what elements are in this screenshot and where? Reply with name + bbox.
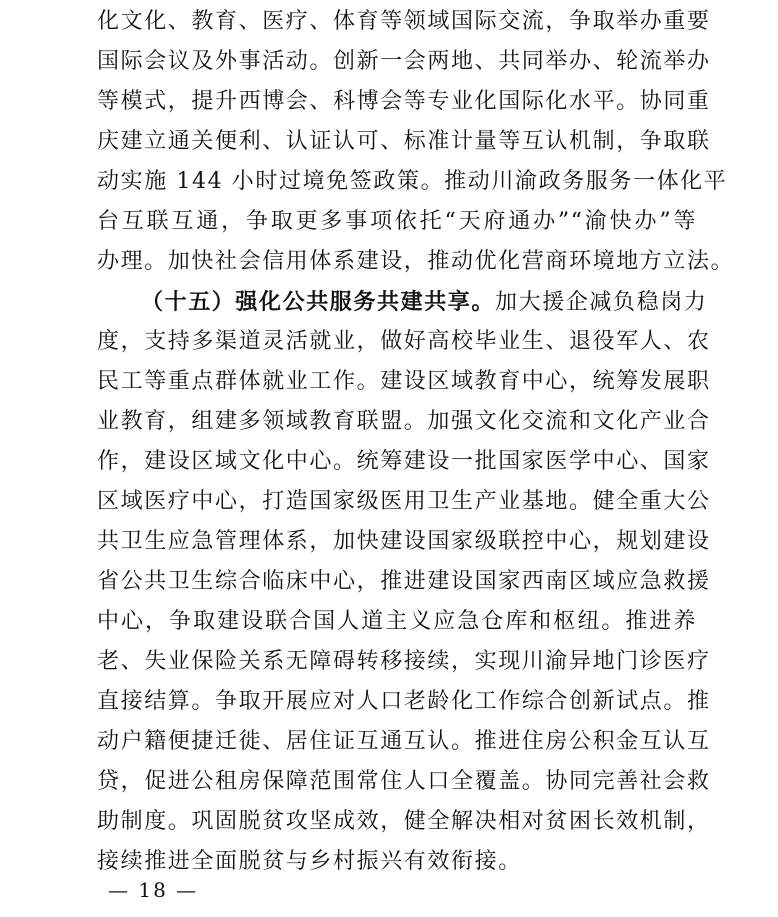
text-line: 老、失业保险关系无障碍转移接续，实现川渝异地门诊医疗 bbox=[97, 649, 711, 674]
text-line: 作，建设区域文化中心。统筹建设一批国家医学中心、国家 bbox=[97, 449, 711, 474]
text-line-last: 接续推进全面脱贫与乡村振兴有效衔接。 bbox=[97, 849, 522, 874]
text-line: 直接结算。争取开展应对人口老龄化工作综合创新试点。推 bbox=[97, 689, 711, 714]
body-text bbox=[97, 2, 735, 882]
text-line: 台互联互通，争取更多事项依托“天府通办”“渝快办”等 bbox=[97, 209, 697, 234]
text-line: 共卫生应急管理体系，加快建设国家级联控中心，规划建设 bbox=[97, 529, 711, 554]
text-line: 度，支持多渠道灵活就业，做好高校毕业生、退役军人、农 bbox=[97, 329, 711, 354]
text-line: 省公共卫生综合临床中心，推进建设国家西南区域应急救援 bbox=[97, 569, 711, 594]
section-heading: （十五）强化公共服务共建共享。 bbox=[141, 289, 496, 315]
text-line: 区域医疗中心，打造国家级医用卫生产业基地。健全重大公 bbox=[97, 489, 711, 514]
text-line: 业教育，组建多领域教育联盟。加强文化交流和文化产业合 bbox=[97, 409, 711, 434]
text-line: 化文化、教育、医疗、体育等领域国际交流，争取举办重要 bbox=[97, 9, 711, 34]
text-line: 国际会议及外事活动。创新一会两地、共同举办、轮流举办 bbox=[97, 49, 711, 74]
text-line: 等模式，提升西博会、科博会等专业化国际化水平。协同重 bbox=[97, 89, 711, 114]
text-line: 动户籍便捷迁徙、居住证互通互认。推进住房公积金互认互 bbox=[97, 729, 711, 754]
text-line: 贷，促进公租房保障范围常住人口全覆盖。协同完善社会救 bbox=[97, 769, 711, 794]
paragraph-first-line bbox=[97, 282, 708, 322]
text-line: 中心，争取建设联合国人道主义应急仓库和枢纽。推进养 bbox=[97, 609, 697, 634]
text-line: 庆建立通关便利、认证认可、标准计量等互认机制，争取联 bbox=[97, 129, 711, 154]
text-line: 民工等重点群体就业工作。建设区域教育中心，统筹发展职 bbox=[97, 369, 711, 394]
text-line: 助制度。巩固脱贫攻坚成效，健全解决相对贫困长效机制， bbox=[97, 809, 711, 834]
text-span: 加大援企减负稳岗力 bbox=[495, 290, 708, 315]
page-number: — 18 — bbox=[108, 878, 199, 902]
text-line: 动实施 144 小时过境免签政策。推动川渝政务服务一体化平 bbox=[97, 169, 728, 194]
text-line: 办理。加快社会信用体系建设，推动优化营商环境地方立法。 bbox=[97, 249, 735, 274]
